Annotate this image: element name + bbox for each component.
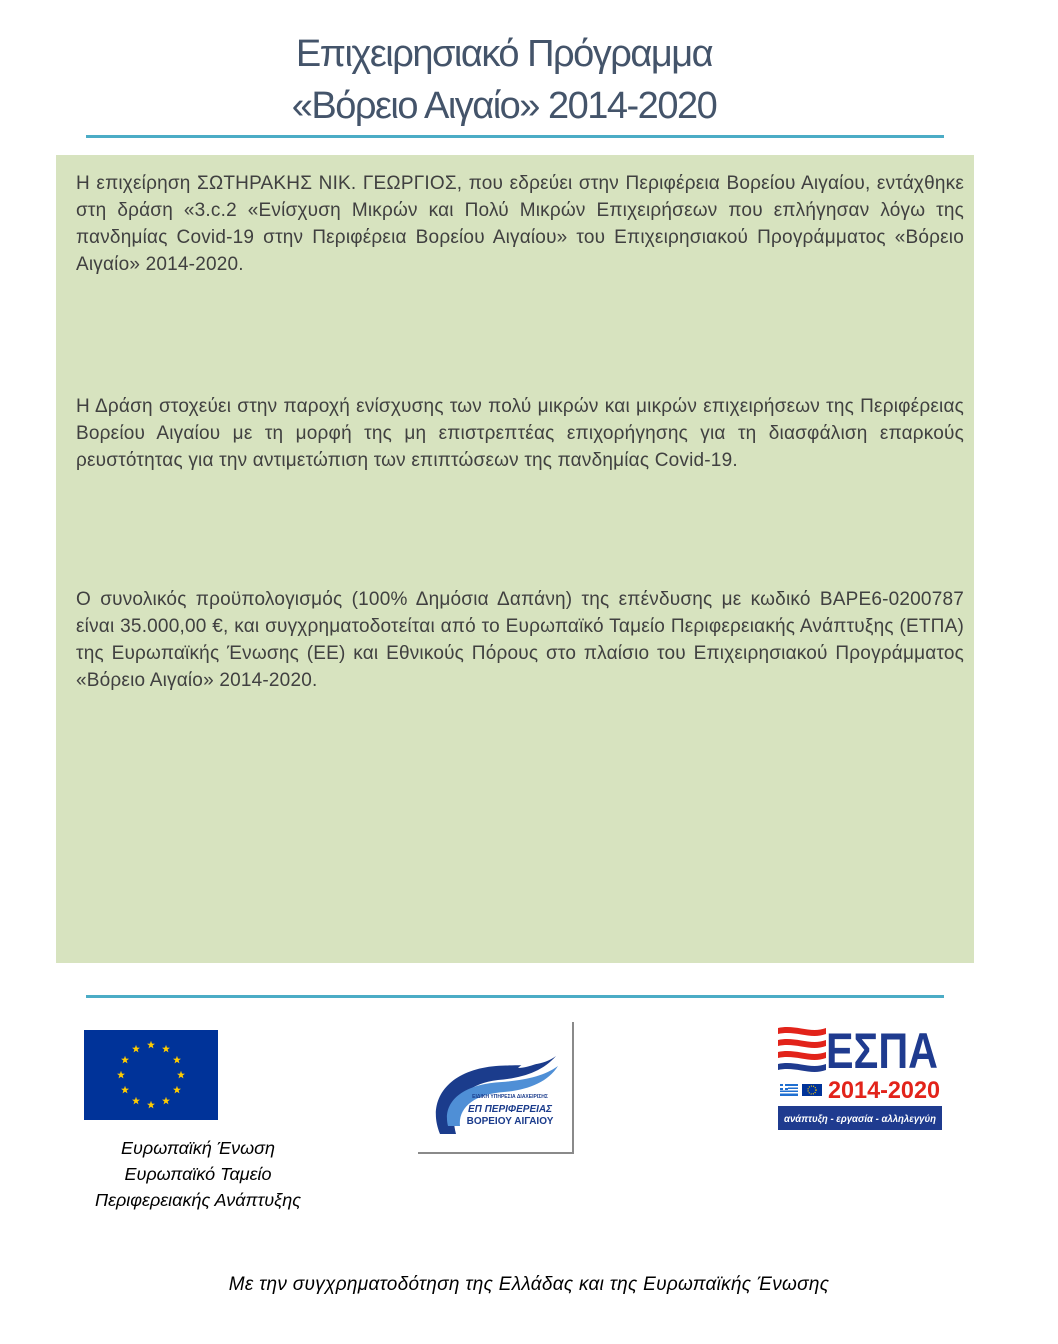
north-aegean-managing-authority-logo (418, 1022, 574, 1154)
eu-star-icon (162, 1097, 170, 1105)
top-divider (86, 135, 944, 138)
espa-wordmark: ΕΣΠΑ (826, 1023, 938, 1079)
espa-tagline: ανάπτυξη - εργασία - αλληλεγγύη (784, 1114, 936, 1125)
eu-star-icon (173, 1086, 181, 1094)
greek-flag-icon (780, 1084, 798, 1096)
page-title (0, 28, 1008, 132)
eu-star-icon (117, 1071, 125, 1079)
eu-star-icon (147, 1101, 155, 1109)
eu-star-icon (132, 1045, 140, 1053)
title-line-2: «Βόρειο Αιγαίο» 2014-2020 (291, 85, 717, 127)
eu-star-icon (177, 1071, 185, 1079)
bottom-divider (86, 995, 944, 998)
content-panel (56, 155, 974, 963)
eu-caption (58, 1135, 338, 1213)
eu-caption-line-2: Ευρωπαϊκό Ταμείο (124, 1164, 272, 1184)
eu-caption-line-3: Περιφερειακής Ανάπτυξης (95, 1190, 301, 1210)
eu-caption-line-1: Ευρωπαϊκή Ένωση (121, 1138, 275, 1158)
eu-stars-icon (84, 1030, 218, 1120)
eu-flag-logo (84, 1030, 218, 1120)
eu-star-icon (132, 1097, 140, 1105)
eu-star-icon (173, 1056, 181, 1064)
eu-star-icon (162, 1045, 170, 1053)
paragraph-beneficiary: Η επιχείρηση ΣΩΤΗΡΑΚΗΣ ΝΙΚ. ΓΕΩΡΓΙΟΣ, που εδρεύει στην Περιφέρεια Βορείου Αιγαίου, εντάχθηκε στη δράση «3.c.2 «Ενίσχυση Μικρών και Πολύ Μικρών Επιχειρήσεων που επλήγησαν λόγω της πανδημίας Covid-19 στην Περιφέρεια Βορείου Αιγαίου» του Επιχειρησιακού Προγράμματος «Βόρειο Αιγαίο» 2014-2020. (76, 173, 964, 275)
paragraph-budget: Ο συνολικός προϋπολογισμός (100% Δημόσια Δαπάνη) της επένδυσης με κωδικό ΒΑΡΕ6-0200787 είναι 35.000,00 €, και συγχρηματοδοτείται από το Ευρωπαϊκό Ταμείο Περιφερειακής Ανάπτυξης (ΕΤΠΑ) της Ευρωπαϊκής Ένωσης (ΕΕ) και Εθνικούς Πόρους στο πλαίσιο του Επιχειρησιακού Προγράμματος «Βόρειο Αιγαίο» 2014-2020. (76, 589, 964, 691)
eu-flag-small-icon (802, 1084, 822, 1096)
eu-star-icon (147, 1041, 155, 1049)
eu-star-icon (121, 1056, 129, 1064)
region-logo-text-1: ΕΙΔΙΚΗ ΥΠΗΡΕΣΙΑ ΔΙΑΧΕΙΡΙΣΗΣ (472, 1094, 548, 1100)
greek-flag-stripes-icon (778, 1027, 826, 1072)
region-logo-text-2: ΕΠ ΠΕΡΙΦΕΡΕΙΑΣ (467, 1104, 553, 1115)
region-logo-text-3: ΒΟΡΕΙΟΥ ΑΙΓΑΙΟΥ (466, 1116, 554, 1127)
footer-cofinancing-note: Με την συγχρηματοδότηση της Ελλάδας και της Ευρωπαϊκής Ένωσης (228, 1274, 830, 1295)
title-line-1: Επιχειρησιακό Πρόγραμμα (295, 33, 713, 75)
espa-years: 2014-2020 (828, 1077, 940, 1104)
paragraph-action-goal: Η Δράση στοχεύει στην παροχή ενίσχυσης των πολύ μικρών και μικρών επιχειρήσεων της Περιφέρειας Βορείου Αιγαίου με τη μορφή της μη επιστρεπτέας επιχορήγησης για τη διασφάλιση επαρκούς ρευστότητας για την αντιμετώπιση των επιπτώσεων της πανδημίας Covid-19. (76, 396, 964, 471)
espa-logo (776, 1022, 944, 1134)
eu-star-icon (121, 1086, 129, 1094)
